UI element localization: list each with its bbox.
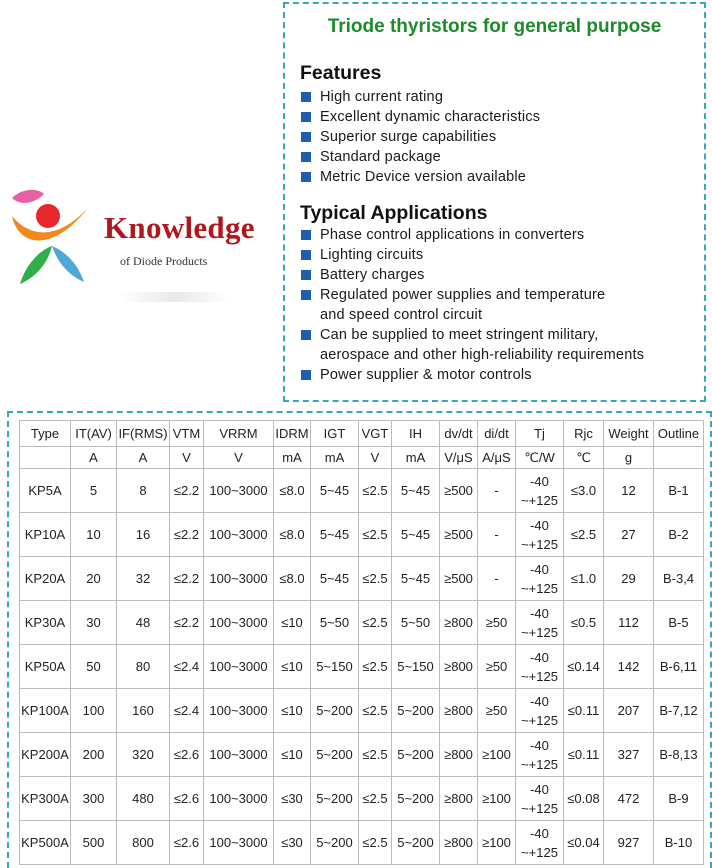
application-item: Lighting circuits: [301, 245, 644, 265]
features-heading: Features: [300, 62, 382, 84]
table-cell: ≤1.0: [564, 557, 604, 601]
table-cell: B-9: [654, 777, 704, 821]
logo-pink-leaf-icon: [12, 190, 44, 203]
application-item: Battery charges: [301, 265, 644, 285]
table-cell: 5~200: [311, 777, 359, 821]
table-cell: [516, 469, 564, 513]
table-cell: IDRM: [274, 421, 311, 447]
table-cell: 5~45: [311, 557, 359, 601]
table-cell: 5~50: [311, 601, 359, 645]
table-cell: 100~3000: [204, 513, 274, 557]
table-cell: ≥100: [478, 733, 516, 777]
table-cell: VGT: [359, 421, 392, 447]
tj-range-line: ~+125: [521, 536, 558, 552]
logo-red-head-icon: [36, 204, 60, 228]
square-bullet-icon: [301, 112, 311, 122]
tj-range-line: ~+125: [521, 756, 558, 772]
table-cell: B-10: [654, 821, 704, 865]
table-cell: ≤2.6: [170, 733, 204, 777]
table-cell: 100~3000: [204, 733, 274, 777]
table-cell: ≤2.5: [359, 821, 392, 865]
table-cell: 20: [71, 557, 117, 601]
table-cell: 48: [117, 601, 170, 645]
table-row: [20, 821, 704, 865]
table-cell: Tj: [516, 421, 564, 447]
table-cell: mA: [392, 447, 440, 469]
table-cell: V/μS: [440, 447, 478, 469]
table-cell: 5~45: [392, 513, 440, 557]
table-cell: -: [478, 469, 516, 513]
table-cell: 200: [71, 733, 117, 777]
table-cell: ≤2.5: [359, 645, 392, 689]
application-item: Power supplier & motor controls: [301, 365, 644, 385]
table-cell: ≤0.08: [564, 777, 604, 821]
square-bullet-icon: [301, 132, 311, 142]
table-cell: 5~200: [311, 733, 359, 777]
table-cell: 5~150: [311, 645, 359, 689]
square-bullet-icon: [301, 290, 311, 300]
square-bullet-icon: [301, 330, 311, 340]
table-cell: A: [71, 447, 117, 469]
table-cell: ≤8.0: [274, 469, 311, 513]
table-cell: 5~200: [392, 777, 440, 821]
table-cell: 207: [604, 689, 654, 733]
table-header-row: [20, 421, 704, 447]
table-cell: 100~3000: [204, 645, 274, 689]
tj-range-line: -40: [530, 781, 549, 797]
table-cell: ≤2.4: [170, 689, 204, 733]
tj-range-line: -40: [530, 605, 549, 621]
tj-range-line: -40: [530, 473, 549, 489]
table-unit-row: [20, 447, 704, 469]
table-cell: ≤30: [274, 821, 311, 865]
table-cell: KP50A: [20, 645, 71, 689]
table-cell: VRRM: [204, 421, 274, 447]
application-item: Regulated power supplies and temperature and speed control circuit: [301, 285, 644, 325]
table-cell: Type: [20, 421, 71, 447]
table-cell: ≤0.14: [564, 645, 604, 689]
table-cell: mA: [311, 447, 359, 469]
table-cell: dv/dt: [440, 421, 478, 447]
table-cell: ≤2.5: [359, 513, 392, 557]
table-cell: ≥50: [478, 645, 516, 689]
table-cell: KP30A: [20, 601, 71, 645]
table-cell: KP10A: [20, 513, 71, 557]
square-bullet-icon: [301, 370, 311, 380]
logo-reflection: [120, 292, 230, 302]
table-cell: [516, 513, 564, 557]
table-cell: ≥800: [440, 821, 478, 865]
tj-range-line: ~+125: [521, 844, 558, 860]
table-cell: -: [478, 557, 516, 601]
table-cell: 27: [604, 513, 654, 557]
table-cell: 100: [71, 689, 117, 733]
feature-item: Excellent dynamic characteristics: [301, 107, 540, 127]
table-cell: [20, 447, 71, 469]
table-cell: 32: [117, 557, 170, 601]
table-cell: 500: [71, 821, 117, 865]
table-cell: ≤0.11: [564, 733, 604, 777]
table-cell: KP500A: [20, 821, 71, 865]
table-cell: 5~200: [392, 821, 440, 865]
table-cell: 5~45: [392, 469, 440, 513]
table-row: [20, 689, 704, 733]
applications-list: [301, 225, 644, 385]
product-title: Triode thyristors for general purpose: [327, 16, 662, 37]
table-cell: ≤2.2: [170, 601, 204, 645]
table-cell: ≤30: [274, 777, 311, 821]
table-cell: 5~200: [392, 689, 440, 733]
square-bullet-icon: [301, 270, 311, 280]
table-cell: A/μS: [478, 447, 516, 469]
table-cell: 5: [71, 469, 117, 513]
feature-item: Superior surge capabilities: [301, 127, 540, 147]
table-cell: di/dt: [478, 421, 516, 447]
table-cell: 8: [117, 469, 170, 513]
table-cell: 472: [604, 777, 654, 821]
table-cell: ≤2.5: [359, 777, 392, 821]
table-cell: [654, 447, 704, 469]
table-cell: ≤8.0: [274, 557, 311, 601]
spec-table: [19, 420, 704, 865]
application-item: Can be supplied to meet stringent military, aerospace and other high-reliability requirements: [301, 325, 644, 365]
table-row: [20, 469, 704, 513]
table-cell: V: [170, 447, 204, 469]
table-cell: 5~45: [392, 557, 440, 601]
table-cell: KP300A: [20, 777, 71, 821]
table-cell: ≥500: [440, 557, 478, 601]
table-cell: ℃: [564, 447, 604, 469]
applications-heading: Typical Applications: [300, 202, 488, 224]
table-cell: ≤2.5: [359, 601, 392, 645]
table-cell: 100~3000: [204, 821, 274, 865]
table-cell: ≤0.04: [564, 821, 604, 865]
table-cell: [516, 733, 564, 777]
application-item: Phase control applications in converters: [301, 225, 644, 245]
table-cell: mA: [274, 447, 311, 469]
table-cell: ≤3.0: [564, 469, 604, 513]
table-cell: KP20A: [20, 557, 71, 601]
table-cell: 50: [71, 645, 117, 689]
table-row: [20, 557, 704, 601]
table-cell: Outline: [654, 421, 704, 447]
table-cell: B-8,13: [654, 733, 704, 777]
table-cell: Rjc: [564, 421, 604, 447]
spec-table-body: [20, 421, 704, 865]
square-bullet-icon: [301, 250, 311, 260]
features-list: [301, 87, 540, 187]
table-cell: 800: [117, 821, 170, 865]
feature-item: High current rating: [301, 87, 540, 107]
brand-logo: [8, 186, 270, 326]
tj-range-line: ~+125: [521, 580, 558, 596]
table-cell: ≤2.5: [359, 689, 392, 733]
tj-range-line: ~+125: [521, 668, 558, 684]
table-cell: ≤10: [274, 733, 311, 777]
tj-range-line: -40: [530, 693, 549, 709]
table-cell: B-2: [654, 513, 704, 557]
table-cell: 10: [71, 513, 117, 557]
table-cell: ≤10: [274, 645, 311, 689]
table-cell: B-3,4: [654, 557, 704, 601]
table-cell: V: [359, 447, 392, 469]
table-cell: B-7,12: [654, 689, 704, 733]
table-row: [20, 513, 704, 557]
table-cell: KP100A: [20, 689, 71, 733]
feature-item: Metric Device version available: [301, 167, 540, 187]
square-bullet-icon: [301, 152, 311, 162]
table-cell: 100~3000: [204, 777, 274, 821]
table-cell: ≤2.5: [564, 513, 604, 557]
table-cell: 5~200: [311, 689, 359, 733]
logo-figure-icon: [8, 186, 100, 296]
table-cell: 320: [117, 733, 170, 777]
table-cell: IF(RMS): [117, 421, 170, 447]
square-bullet-icon: [301, 172, 311, 182]
table-cell: 5~200: [392, 733, 440, 777]
table-cell: V: [204, 447, 274, 469]
table-cell: 142: [604, 645, 654, 689]
table-cell: B-1: [654, 469, 704, 513]
table-cell: [516, 689, 564, 733]
table-cell: IGT: [311, 421, 359, 447]
table-cell: 80: [117, 645, 170, 689]
table-cell: ≤0.5: [564, 601, 604, 645]
product-info-box: [283, 2, 706, 402]
table-cell: 100~3000: [204, 601, 274, 645]
table-cell: g: [604, 447, 654, 469]
table-cell: ≤10: [274, 601, 311, 645]
table-cell: 16: [117, 513, 170, 557]
table-cell: KP200A: [20, 733, 71, 777]
tj-range-line: ~+125: [521, 624, 558, 640]
table-cell: 5~45: [311, 469, 359, 513]
table-cell: 160: [117, 689, 170, 733]
table-cell: ≥500: [440, 469, 478, 513]
table-cell: B-5: [654, 601, 704, 645]
table-cell: ≥800: [440, 689, 478, 733]
table-cell: ≥500: [440, 513, 478, 557]
tj-range-line: -40: [530, 649, 549, 665]
table-cell: 927: [604, 821, 654, 865]
tj-range-line: ~+125: [521, 800, 558, 816]
table-cell: ≥800: [440, 733, 478, 777]
table-cell: ≥50: [478, 601, 516, 645]
table-cell: 100~3000: [204, 557, 274, 601]
table-cell: VTM: [170, 421, 204, 447]
logo-wordmark: Knowledge: [104, 210, 255, 245]
table-cell: 30: [71, 601, 117, 645]
table-cell: 327: [604, 733, 654, 777]
table-cell: ≤2.5: [359, 733, 392, 777]
table-cell: ≤2.5: [359, 557, 392, 601]
table-cell: 100~3000: [204, 469, 274, 513]
table-cell: ≤2.4: [170, 645, 204, 689]
table-cell: ≤2.5: [359, 469, 392, 513]
table-cell: 5~50: [392, 601, 440, 645]
table-cell: ≥100: [478, 777, 516, 821]
table-cell: 5~200: [311, 821, 359, 865]
table-cell: [516, 601, 564, 645]
table-cell: ≤2.6: [170, 777, 204, 821]
table-cell: -: [478, 513, 516, 557]
table-cell: ≤2.2: [170, 513, 204, 557]
table-cell: ≤2.2: [170, 557, 204, 601]
table-cell: ≤2.2: [170, 469, 204, 513]
tj-range-line: -40: [530, 561, 549, 577]
tj-range-line: -40: [530, 737, 549, 753]
table-cell: [516, 645, 564, 689]
feature-item: Standard package: [301, 147, 540, 167]
spec-table-box: [7, 411, 712, 868]
table-row: [20, 601, 704, 645]
table-cell: 5~150: [392, 645, 440, 689]
logo-green-leaf-icon: [20, 246, 52, 284]
table-row: [20, 733, 704, 777]
table-cell: 29: [604, 557, 654, 601]
table-cell: ≥50: [478, 689, 516, 733]
tj-range-line: -40: [530, 825, 549, 841]
table-cell: ≥800: [440, 645, 478, 689]
table-cell: IH: [392, 421, 440, 447]
table-cell: Weight: [604, 421, 654, 447]
tj-range-line: ~+125: [521, 712, 558, 728]
table-cell: ≤0.11: [564, 689, 604, 733]
table-row: [20, 645, 704, 689]
table-cell: 5~45: [311, 513, 359, 557]
logo-blue-leaf-icon: [52, 246, 84, 282]
table-cell: [516, 821, 564, 865]
table-cell: ≥100: [478, 821, 516, 865]
square-bullet-icon: [301, 230, 311, 240]
tj-range-line: -40: [530, 517, 549, 533]
table-cell: [516, 777, 564, 821]
table-cell: ≤8.0: [274, 513, 311, 557]
table-cell: ≥800: [440, 777, 478, 821]
table-cell: 12: [604, 469, 654, 513]
table-cell: ≤2.6: [170, 821, 204, 865]
table-cell: KP5A: [20, 469, 71, 513]
logo-subtitle: of Diode Products: [120, 254, 208, 268]
table-cell: ℃/W: [516, 447, 564, 469]
table-cell: ≥800: [440, 601, 478, 645]
table-cell: [516, 557, 564, 601]
table-cell: IT(AV): [71, 421, 117, 447]
table-cell: 100~3000: [204, 689, 274, 733]
tj-range-line: ~+125: [521, 492, 558, 508]
table-cell: 112: [604, 601, 654, 645]
square-bullet-icon: [301, 92, 311, 102]
table-cell: 300: [71, 777, 117, 821]
table-cell: A: [117, 447, 170, 469]
table-row: [20, 777, 704, 821]
table-cell: B-6,11: [654, 645, 704, 689]
table-cell: 480: [117, 777, 170, 821]
table-cell: ≤10: [274, 689, 311, 733]
